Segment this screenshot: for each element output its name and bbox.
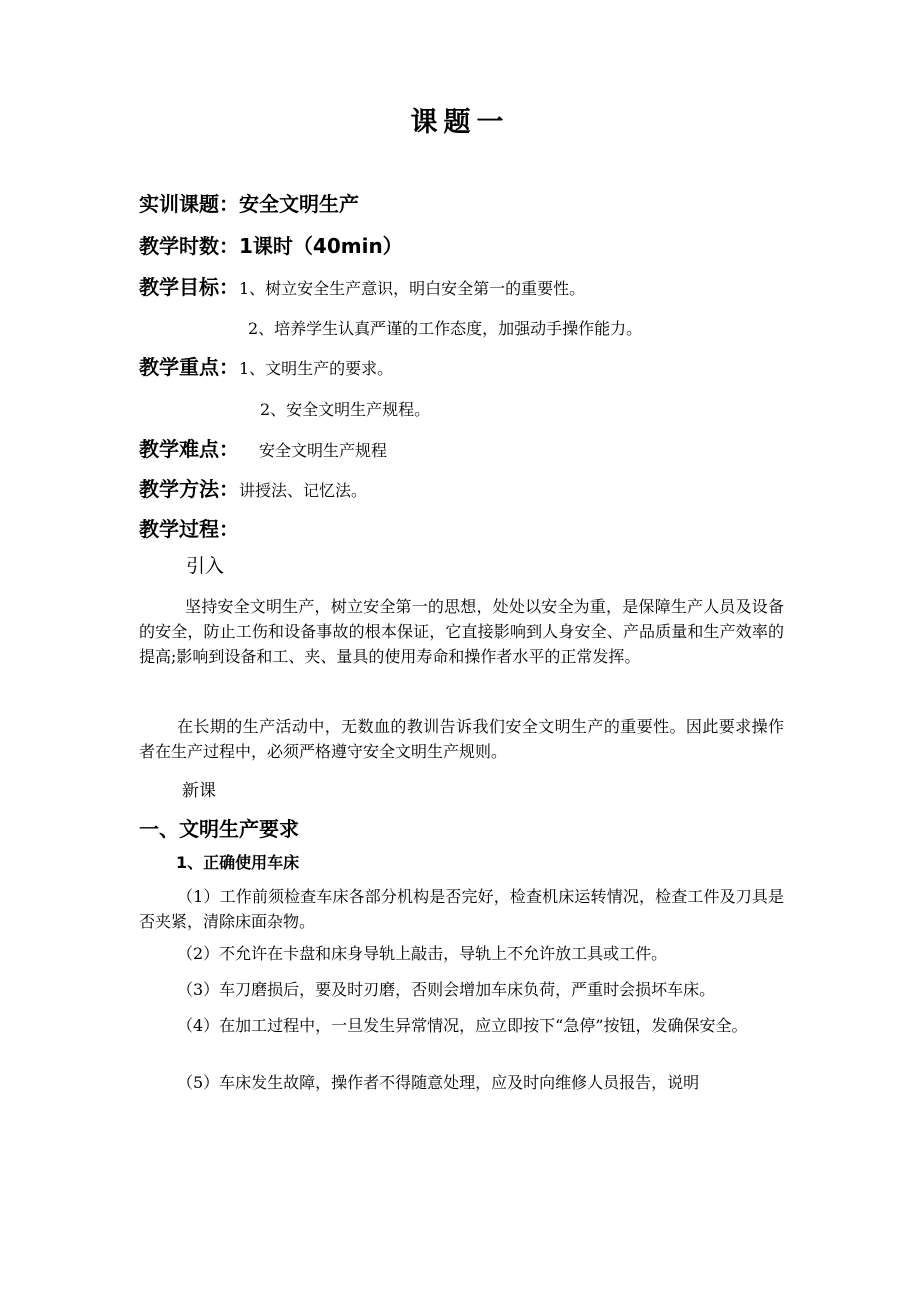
method-label: 教学方法： — [139, 477, 239, 501]
rule-item-3: （3）车刀磨损后，要及时刃磨，否则会增加车床负荷，严重时会损坏车床。 — [177, 980, 716, 999]
intro-paragraph-2: 在长期的生产活动中，无数血的教训告诉我们安全文明生产的重要性。因此要求操作者在生产过程中，必须严格遵守安全文明生产规则。 — [139, 717, 784, 761]
subsection-1-heading: 1、正确使用车床 — [176, 853, 300, 872]
method-row — [139, 473, 367, 502]
focus-label: 教学重点： — [139, 355, 239, 379]
goal-row — [139, 271, 585, 300]
method-value: 讲授法、记忆法。 — [239, 481, 368, 500]
rule-item-2: （2）不允许在卡盘和床身导轨上敲击，导轨上不允许放工具或工件。 — [177, 944, 668, 963]
hours-value: 1课时（40min） — [239, 234, 403, 258]
process-label: 教学过程： — [139, 517, 239, 541]
hours-label: 教学时数： — [139, 234, 239, 258]
goal-item-2: 2、培养学生认真严谨的工作态度，加强动手操作能力。 — [248, 319, 643, 338]
rule-item-4: （4）在加工过程中，一旦发生异常情况，应立即按下“急停”按钮，发确保安全。 — [177, 1016, 748, 1035]
section-1-heading: 一、文明生产要求 — [139, 817, 299, 841]
difficulty-value: 安全文明生产规程 — [259, 441, 388, 460]
goal-label: 教学目标： — [139, 275, 239, 299]
intro-heading: 引入 — [186, 555, 225, 577]
hours-row — [139, 230, 403, 259]
topic-label: 实训课题： — [139, 192, 239, 216]
rule-item-5: （5）车床发生故障，操作者不得随意处理，应及时向维修人员报告，说明 — [177, 1073, 700, 1092]
difficulty-row — [139, 433, 387, 462]
difficulty-label: 教学难点： — [139, 437, 239, 461]
page-title: 课题一 — [410, 107, 510, 138]
new-lesson-heading: 新课 — [182, 781, 216, 801]
topic-row — [139, 188, 359, 217]
intro-paragraph-1: 坚持安全文明生产，树立安全第一的思想，处处以安全为重，是保障生产人员及设备的安全，防止工伤和设备事故的根本保证，它直接影响到人身安全、产品质量和生产效率的提高;影响到设备和工、夹、量具的使用寿命和操作者水平的正常发挥。 — [139, 597, 784, 666]
topic-value: 安全文明生产 — [239, 192, 359, 216]
process-row — [139, 513, 239, 542]
rule-item-1: （1）工作前须检查车床各部分机构是否完好，检查机床运转情况，检查工件及刀具是否夹紧，清除床面杂物。 — [139, 887, 784, 931]
focus-item-1: 1、文明生产的要求。 — [239, 359, 394, 378]
focus-item-2: 2、安全文明生产规程。 — [260, 400, 431, 419]
goal-item-1: 1、树立安全生产意识，明白安全第一的重要性。 — [239, 279, 586, 298]
focus-row — [139, 351, 393, 380]
